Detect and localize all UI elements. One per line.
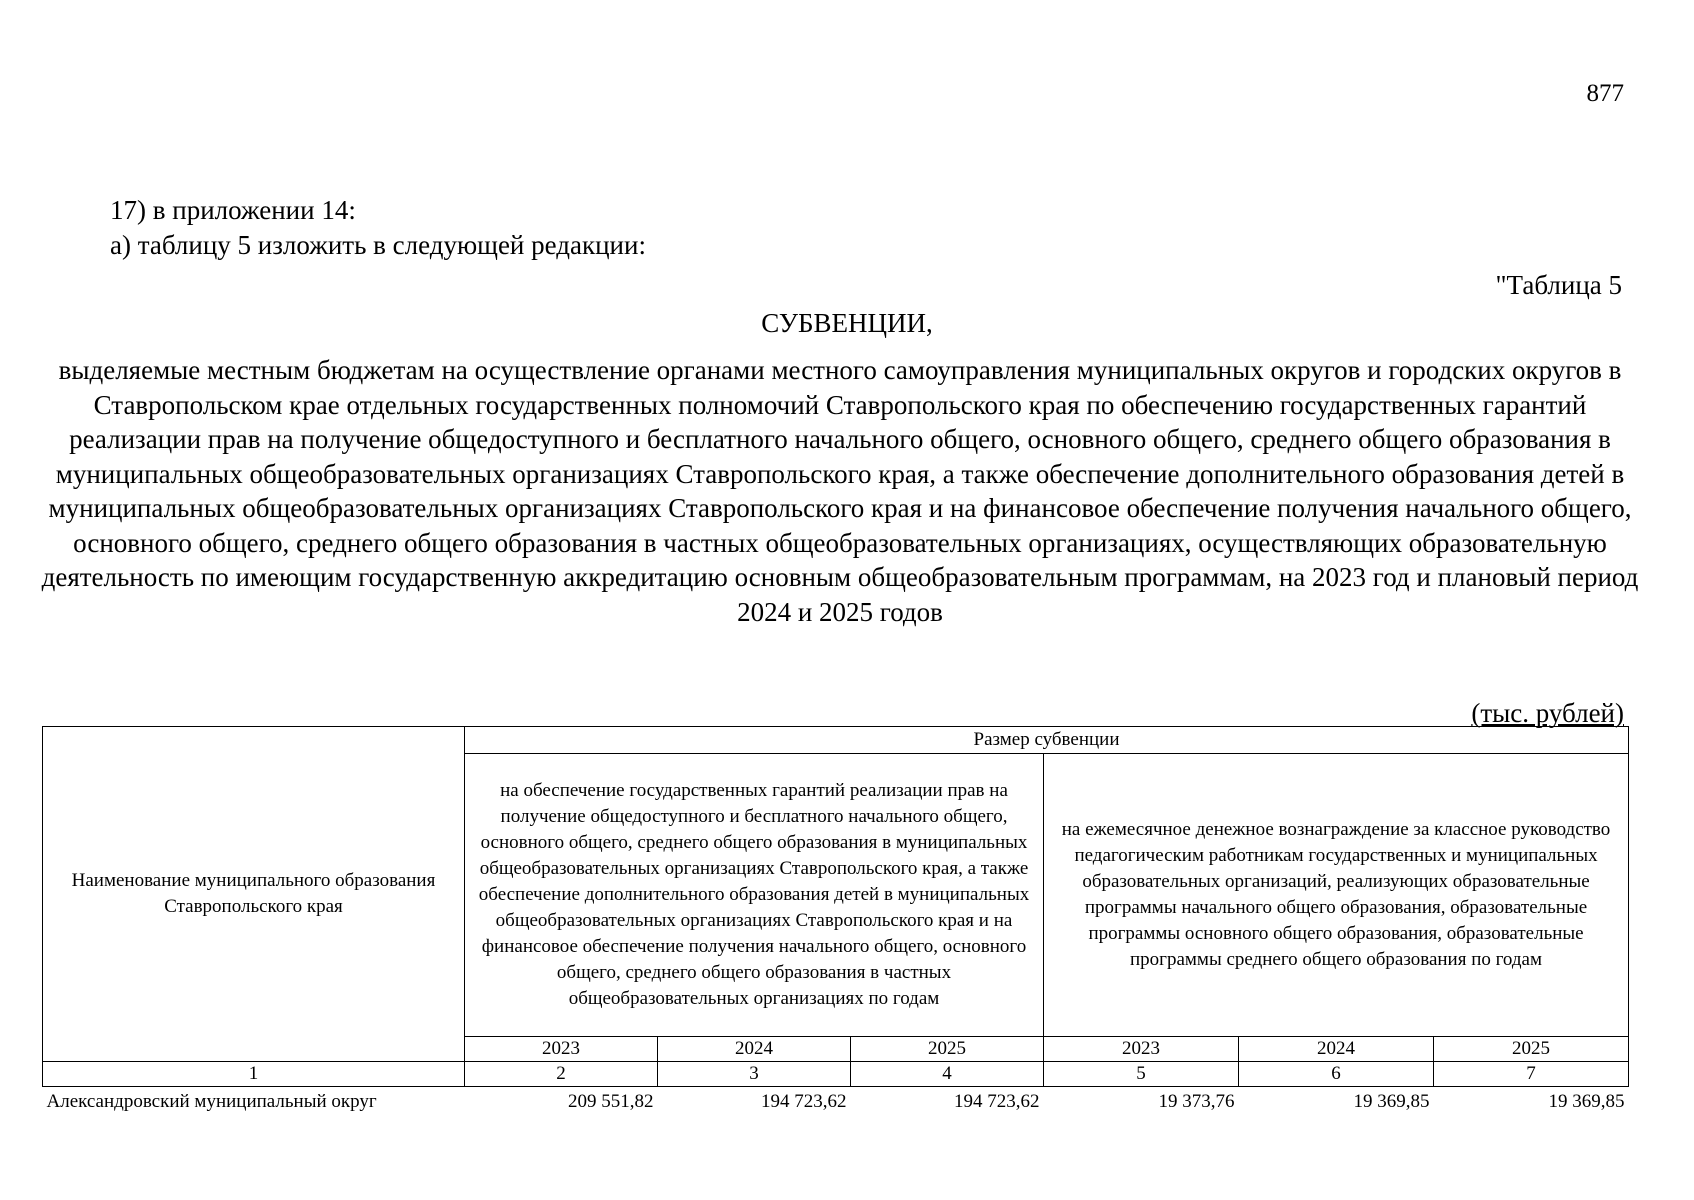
page-number: 877: [1586, 80, 1624, 107]
units-label: (тыс. рублей): [1471, 698, 1624, 728]
column-number: 5: [1044, 1062, 1239, 1087]
year-header: 2025: [1434, 1037, 1629, 1062]
column-number: 6: [1239, 1062, 1434, 1087]
document-subtitle: выделяемые местным бюджетам на осуществление органами местного самоуправления муниципальных округов и городских округов в Ставропольском крае отдельных государственных полномочий Ставропольского края по обеспечению государственных гарантий реализации прав на получение общедоступного и бесплатного начального общего, основного общего, среднего общего образования в муниципальных общеобразовательных организациях Ставропольского края, а также обеспечение дополнительного образования детей в муниципальных общеобразовательных организациях Ставропольского края и на финансовое обеспечение получения начального общего, основного общего, среднего общего образования в частных общеобразовательных организациях, осуществляющих образовательную деятельность по имеющим государственную аккредитацию основным общеобразовательным программам, на 2023 год и плановый период 2024 и 2025 годов: [41, 355, 1639, 627]
document-title: СУБВЕНЦИИ,: [761, 308, 933, 338]
value-cell: 194 723,62: [954, 1091, 1040, 1112]
intro-line-2: а) таблицу 5 изложить в следующей редакции:: [110, 230, 646, 260]
year-header: 2025: [851, 1037, 1044, 1062]
subvention-table: [42, 726, 1629, 1117]
year-header: 2023: [1044, 1037, 1239, 1062]
value-cell: 194 723,62: [761, 1091, 847, 1112]
header-municipality-name: Наименование муниципального образования Ставропольского края: [43, 727, 465, 1062]
column-number: 3: [658, 1062, 851, 1087]
value-cell: 209 551,82: [568, 1091, 654, 1112]
value-cell: 19 373,76: [1158, 1091, 1235, 1112]
table-label: "Таблица 5: [1495, 270, 1622, 300]
column-number: 4: [851, 1062, 1044, 1087]
year-header: 2024: [658, 1037, 851, 1062]
column-number: 7: [1434, 1062, 1629, 1087]
table-row: [43, 1087, 1629, 1118]
year-header: 2023: [465, 1037, 658, 1062]
column-number: 2: [465, 1062, 658, 1087]
municipality-name: Александровский муниципальный округ: [46, 1091, 377, 1112]
header-subvention-size: Размер субвенции: [465, 727, 1629, 754]
header-class-management-reward: на ежемесячное денежное вознаграждение за классное руководство педагогическим работникам государственных и муниципальных образовательных организаций, реализующих образовательные программы начального общего образования, образовательные программы основного общего образования, образовательные программы среднего общего образования по годам: [1044, 754, 1629, 1037]
year-header: 2024: [1239, 1037, 1434, 1062]
header-guarantees-subvention: на обеспечение государственных гарантий реализации прав на получение общедоступного и бесплатного начального общего, основного общего, среднего общего образования в муниципальных общеобразовательных организациях Ставропольского края, а также обеспечение дополнительного образования детей в муниципальных общеобразовательных организациях Ставропольского края и на финансовое обеспечение получения начального общего, основного общего, среднего общего образования в частных общеобразовательных организациях по годам: [465, 754, 1044, 1037]
intro-line-1: 17) в приложении 14:: [110, 195, 356, 225]
column-number: 1: [43, 1062, 465, 1087]
value-cell: 19 369,85: [1548, 1091, 1625, 1112]
value-cell: 19 369,85: [1353, 1091, 1430, 1112]
